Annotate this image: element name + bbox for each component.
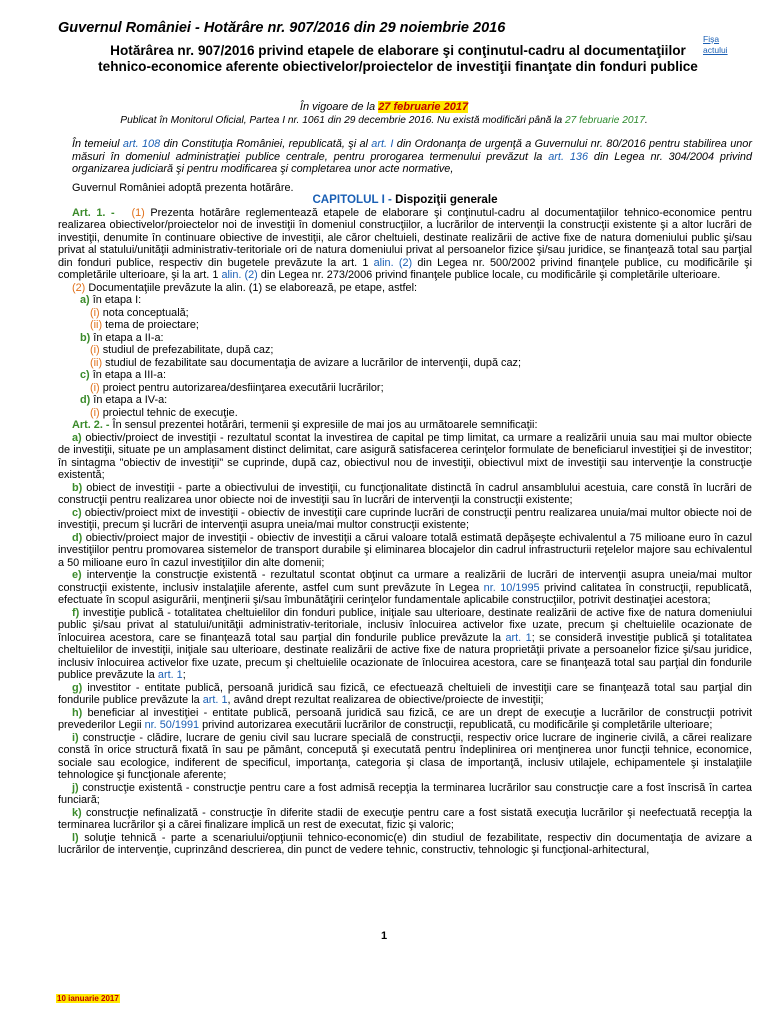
link-art-1-c[interactable]: art. 1 — [202, 694, 228, 706]
chapter-heading: CAPITOLUL I - Dispoziţii generale — [312, 193, 498, 206]
document-title: Hotărârea nr. 907/2016 privind etapele de elaborare şi conţinutul-cadru al documentaţiilor tehnico-economice aferente obiectivelor/proiectelor de investiţii finanţate din fonduri publice — [98, 43, 698, 74]
definition-l: l) soluţie tehnică - parte a scenariului/opţiunii tehnico-economic(e) din studiul de fezabilitate, respectiv din documentaţia de avizare a lucrărilor de intervenţie, cuprinzând descrierea, din punct de vedere tehnic, constructiv, tehnologic şi funcţional-arhitectural, — [58, 831, 752, 856]
chapter-number: CAPITOLUL I — [312, 193, 385, 206]
list-item: a) în etapa I: — [80, 294, 142, 306]
document-body — [58, 138, 752, 857]
list-subitem: (i) studiul de prefezabilitate, după caz; — [90, 344, 274, 356]
definition-f: f) investiţie publică - totalitatea cheltuielilor din fonduri publice, iniţiale sau ulterioare, destinate realizării de active fixe de natura domeniului public şi/sau privat al statului/unităţii administrativ-teritoriale, inclusiv înlocuirea activelor fixe uzate, precum şi cheltuielile ocazionate de înlocuirea acestora, care se finanţează total sau parţial din fondurile publice prevăzute la art. 1; se consideră investiţie publică şi totalitatea cheltuielilor de investiţii, iniţiale sau ulterioare, destinate realizării de active fixe de natura proprietăţii private a persoanelor fizice şi/sau juridice, inclusiv înlocuirea activelor fixe uzate, precum şi cheltuielile ocazionate de înlocuirea acestora, care se finanţează total sau parţial din fondurile publice prevăzute la art. 1; — [58, 606, 752, 681]
list-subitem: (i) proiectul tehnic de execuţie. — [90, 406, 238, 419]
chapter-title: Dispoziţii generale — [395, 193, 498, 206]
publicat-date: 27 februarie 2017 — [565, 115, 645, 126]
link-art-136[interactable]: art. 136 — [548, 150, 589, 163]
temei-paragraph: În temeiul art. 108 din Constituţia României, republicată, şi al art. I din Ordonanţa de urgenţă a Guvernului nr. 80/2016 pentru stabilirea unor măsuri în domeniul administraţiei publice centrale, pentru prorogarea termenului prevăzut la art. 136 din Legea nr. 304/2004 privind organizarea judiciară şi pentru modificarea şi completarea unor acte normative, — [72, 138, 752, 175]
definition-k: k) construcţie nefinalizată - construcţie în diferite stadii de execuţie pentru care a fost sistată execuţia lucrărilor şi neefectuată recepţia la terminarea lucrărilor şi a cărei finalizare implică un rest de executat, fizic şi valoric; — [58, 806, 752, 831]
link-alin-2-a[interactable]: alin. (2) — [373, 256, 413, 269]
definition-j: j) construcţie existentă - construcţie pentru care a fost admisă recepţia la terminarea lucrărilor sau construcţie care a fost înscrisă în cartea funciară; — [58, 781, 752, 806]
art1-label: Art. 1. - — [72, 206, 115, 219]
link-alin-2-b[interactable]: alin. (2) — [221, 269, 258, 281]
art2-intro: Art. 2. - În sensul prezentei hotărâri, termenii şi expresiile de mai jos au următoarele semnificaţii: — [72, 419, 538, 431]
definition-a: a) obiectiv/proiect de investiţii - rezultatul scontat la investirea de capital pe timp limitat, ca urmare a realizării unuia sau mai multor obiecte de investiţii, situate pe un amplasament distinct delimitat, care asigură satisfacerea cerinţelor formulate de beneficiarul investiţiei şi de investitor; în sintagma "obiectiv de investiţii" se cuprinde, după caz, obiectivul nou de investiţii, obiectivul mixt de investiţii sau intervenţie la construcţie existentă; — [58, 431, 752, 481]
definition-c: c) obiectiv/proiect mixt de investiţii - obiectiv de investiţii care cuprinde lucrări de construcţii pentru realizarea unuia/mai multor obiecte noi de investiţii, precum şi lucrări de intervenţii asupra uneia/mai multor construcţii existente; — [58, 506, 752, 531]
fisa-line-1: Fişa — [703, 34, 720, 44]
list-item: d) în etapa a IV-a: — [80, 394, 168, 406]
vigoare-date: 27 februarie 2017 — [378, 101, 469, 113]
definition-e: e) intervenţie la construcţie existentă - rezultatul scontat obţinut ca urmare a realizării de lucrări de intervenţii asupra uneia/mai multor construcţii existente, inclusiv instalaţiile aferente, astfel cum sunt prevăzute în Legea nr. 10/1995 privind calitatea în construcţii, republicată, efectuate în scopul asigurării, menţinerii şi/sau îmbunătăţirii cerinţelor fundamentale aplicabile construcţiilor, potrivit destinaţiei acestora; — [58, 569, 752, 606]
definition-b: b) obiect de investiţii - parte a obiectivului de investiţii, cu funcţionalitate distinctă în cadrul ansamblului acestuia, care constă în lucrări de construcţii pentru realizarea unor obiecte noi de investiţii sau în lucrări de intervenţii la construcţii existente; — [58, 481, 752, 506]
fisa-line-2: actului — [703, 45, 728, 55]
document-header: Guvernul României - Hotărâre nr. 907/2016 din 29 noiembrie 2016 — [58, 20, 506, 36]
publicat-line — [0, 115, 768, 126]
link-art-I[interactable]: art. I — [371, 138, 394, 150]
link-legea-10-1995[interactable]: nr. 10/1995 — [483, 581, 540, 594]
definition-i: i) construcţie - clădire, lucrare de geniu civil sau lucrare specială de construcţii, respectiv orice lucrare de inginerie civilă, a cărei realizare constă în orice structură fixată în sau pe pământ, concepută şi executată pentru îndeplinirea ori menţinerea unor funcţii tehnice, economice, sociale sau ecologice, indiferent de specificul, importanţa, categoria şi clasa de importanţă, inclusiv utilajele, echipamentele şi instalaţiile tehnologice şi funcţionale aferente; — [58, 731, 753, 781]
art2-label: Art. 2. - — [72, 419, 110, 431]
vigoare-line — [0, 101, 768, 113]
list-subitem: (ii) tema de proiectare; — [90, 319, 199, 331]
publicat-suffix: . — [644, 115, 648, 126]
definition-h: h) beneficiar al investiţiei - entitate publică, persoană juridică sau fizică, ce are un drept de execuţie a lucrărilor de construcţii potrivit prevederilor Legii nr. 50/1991 privind autorizarea executării lucrărilor de construcţii, republicată, cu modificările şi completările ulterioare; — [58, 706, 752, 731]
adopta-paragraph: Guvernul României adoptă prezenta hotărâre. — [72, 181, 294, 194]
vigoare-prefix: În vigoare de la — [299, 101, 379, 113]
art1-paragraph1: Art. 1. - (1) Prezenta hotărâre reglementează etapele de elaborare şi conţinutul-cadru al documentaţiilor tehnico-economice pentru realizarea obiectivelor/proiectelor noi de investiţii în domeniul construcţiilor, a lucrărilor de intervenţii la construcţii existente şi a altor lucrări de investiţii, denumite în continuare obiective de investiţii, ale căror cheltuieli, destinate realizării de active fixe de natura domeniului public şi/sau privat al statului/unităţii administrativ-teritoriale ori de natura domeniului privat al persoanelor fizice şi/sau juridice, se finanţează total sau parţial din fonduri publice, respectiv din bugetele prevăzute la art. 1 alin. (2) din Legea nr. 500/2002 privind finanţele publice, cu modificările şi completările ulterioare, şi la art. 1 alin. (2) din Legea nr. 273/2006 privind finanţele publice locale, cu modificările şi completările ulterioare. — [58, 206, 752, 281]
list-subitem: (i) proiect pentru autorizarea/desfiinţarea executării lucrărilor; — [90, 381, 384, 394]
definition-g: g) investitor - entitate publică, persoană juridică sau fizică, ce efectuează cheltuieli de investiţii care se finanţează total sau parţial din fondurile publice prevăzute la art. 1, având drept rezultat realizarea de obiective/proiecte de investiţii; — [58, 681, 752, 706]
list-item: b) în etapa a II-a: — [80, 331, 164, 344]
definition-d: d) obiectiv/proiect major de investiţii - obiectiv de investiţii a cărui valoare totală estimată depăşeşte echivalentul a 75 milioane euro în cazul investiţiilor pentru promovarea sistemelor de transport durabile şi eliminarea blocajelor din cadrul infrastructurii reţelelor majore sau echivalentul a 50 milioane euro în cazul investiţiilor din alte domenii; — [58, 531, 753, 569]
page-number: 1 — [380, 930, 388, 942]
list-item: c) în etapa a III-a: — [80, 369, 166, 381]
list-subitem: (ii) studiul de fezabilitate sau documentaţia de avizare a lucrărilor de intervenţii, după caz; — [90, 356, 522, 369]
footer-date: 10 ianuarie 2017 — [57, 994, 119, 1003]
link-art-108[interactable]: art. 108 — [122, 138, 161, 150]
art1-paragraph2: (2) Documentaţiile prevăzute la alin. (1) se elaborează, pe etape, astfel: — [72, 281, 418, 294]
publicat-text: Publicat în Monitorul Oficial, Partea I nr. 1061 din 29 decembrie 2016. Nu există modificări până la — [120, 115, 565, 126]
link-legea-50-1991[interactable]: nr. 50/1991 — [144, 719, 200, 731]
link-art-1-b[interactable]: art. 1 — [157, 669, 183, 681]
list-subitem: (i) nota conceptuală; — [90, 306, 189, 319]
link-art-1-a[interactable]: art. 1 — [505, 631, 532, 644]
